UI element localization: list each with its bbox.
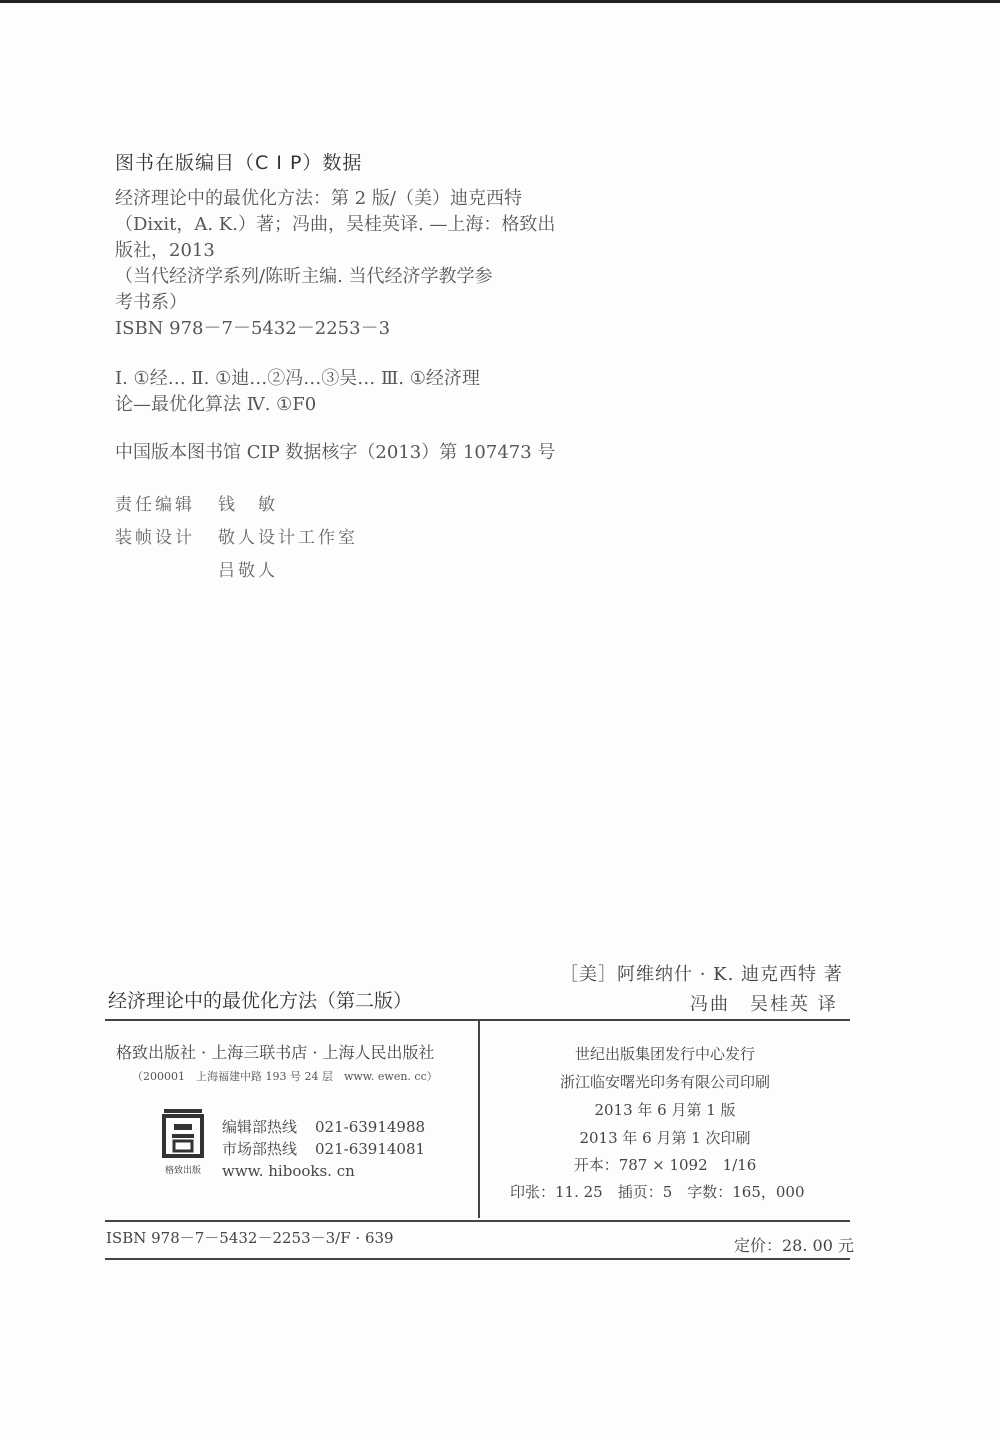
classification-line: Ⅰ. ①经… Ⅱ. ①迪…②冯…③吴… Ⅲ. ①经济理 [115,368,480,389]
box-middle-rule [105,1220,850,1222]
hotline-market-number: 021-63914081 [315,1140,426,1158]
box-bottom-rule [105,1258,850,1260]
classification-line: 论—最优化算法 Ⅳ. ①F0 [115,394,317,415]
credit-row-editor [115,490,358,523]
printing: 2013 年 6 月第 1 次印刷 [579,1129,751,1147]
design-value: 敬人设计工作室 [218,528,358,548]
cip-number: 中国版本图书馆 CIP 数据核字（2013）第 107473 号 [115,442,556,463]
top-border-line [0,0,1000,3]
hotline-editorial-number: 021-63914988 [315,1118,426,1136]
website: www. hibooks. cn [222,1162,355,1180]
printer: 浙江临安曙光印务有限公司印刷 [559,1073,770,1091]
cip-isbn: ISBN 978－7－5432－2253－3 [115,318,391,339]
isbn-bottom: ISBN 978－7－5432－2253－3/F · 639 [106,1229,394,1247]
editor-label: 责任编辑 [115,495,195,515]
cip-heading: 图书在版编目（C I P）数据 [115,152,363,174]
hotline-market [222,1138,425,1160]
hotline-editorial [222,1116,425,1138]
cip-description [115,186,585,342]
hotline-market-label: 市场部热线 [222,1140,298,1158]
editor-value: 钱 敏 [218,495,278,515]
cip-classification [115,366,595,418]
cip-line: （当代经济学系列/陈昕主编. 当代经济学教学参 [115,266,493,287]
cip-line: 考书系） [115,292,187,313]
publisher-address: （200001 上海福建中路 193 号 24 层 www. ewen. cc） [132,1070,438,1083]
design-label: 装帧设计 [115,528,195,548]
book-title: 经济理论中的最优化方法（第二版） [108,990,413,1012]
credit-row-design-2 [115,556,358,589]
translator-line: 冯曲 吴桂英 译 [690,994,838,1015]
credits-block [115,490,358,589]
design-value-2: 吕敬人 [218,561,278,581]
publishers: 格致出版社 · 上海三联书店 · 上海人民出版社 [116,1043,435,1062]
cip-line: （Dixit，A. K.）著；冯曲，吴桂英译. —上海：格致出 [115,214,556,235]
credit-row-design [115,523,358,556]
format: 开本：787 × 1092 1/16 [573,1156,757,1174]
print-info [480,1040,850,1206]
price: 定价：28. 00 元 [734,1236,854,1255]
cip-line: 经济理论中的最优化方法：第 2 版/（美）迪克西特 [115,188,522,209]
cip-line: 版社，2013 [115,240,215,261]
logo-caption: 格致出版 [164,1166,201,1176]
hotlines [222,1116,425,1182]
sheets: 印张：11. 25 插页：5 字数：165，000 [510,1183,805,1201]
author-line: ［美］阿维纳什 · K. 迪克西特 著 [560,964,843,985]
edition: 2013 年 6 月第 1 版 [594,1101,736,1119]
hotline-editorial-label: 编辑部热线 [222,1118,298,1136]
distributor: 世纪出版集团发行中心发行 [574,1045,755,1063]
